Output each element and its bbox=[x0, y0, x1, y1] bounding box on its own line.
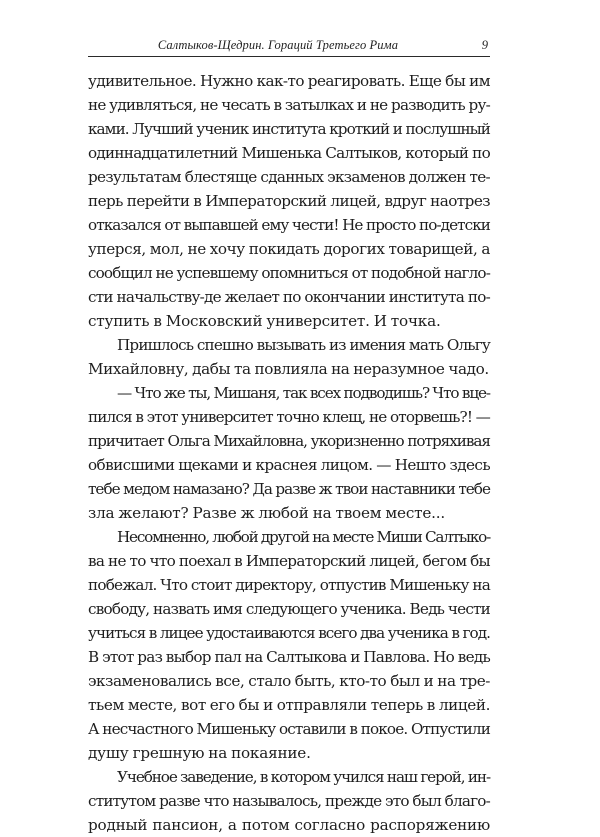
text-line: одиннадцатилетний Мишенька Салтыков, который по bbox=[88, 144, 490, 162]
running-header bbox=[88, 34, 490, 57]
text-line: не удивляться, не чесать в затылках и не разводить ру- bbox=[88, 96, 490, 114]
text-line: причитает Ольга Михайловна, укоризненно потряхивая bbox=[88, 432, 490, 450]
text-line: экзаменовались все, стало быть, кто-то был и на тре- bbox=[88, 672, 490, 690]
text-line: отказался от выпавшей ему чести! Не просто по-детски bbox=[88, 216, 490, 234]
paragraph bbox=[88, 69, 490, 333]
paragraph bbox=[88, 333, 490, 381]
text-line: удивительное. Нужно как-то реагировать. Еще бы им bbox=[88, 72, 490, 90]
text-line: тьем месте, вот его бы и отправляли теперь в лицей. bbox=[88, 696, 490, 714]
text-line: родный пансион, а потом согласно распоряжению bbox=[88, 816, 490, 834]
text-line: душу грешную на покаяние. bbox=[88, 744, 311, 762]
text-line: А несчастного Мишеньку оставили в покое. Отпустили bbox=[88, 720, 490, 738]
text-line: уперся, мол, не хочу покидать дорогих товарищей, а bbox=[88, 240, 490, 258]
page-number: 9 bbox=[481, 38, 488, 52]
body-text bbox=[88, 69, 490, 837]
text-line: перь перейти в Императорский лицей, вдруг наотрез bbox=[88, 192, 490, 210]
text-line: побежал. Что стоит директору, отпустив Мишеньку на bbox=[88, 576, 490, 594]
text-line: пился в этот университет точно клещ, не оторвешь?! — bbox=[88, 408, 490, 426]
text-line: Пришлось спешно вызывать из имения мать Ольгу bbox=[117, 336, 490, 354]
paragraph bbox=[88, 525, 490, 765]
text-line: ками. Лучший ученик института кроткий и послушный bbox=[88, 120, 490, 138]
text-line: — Что же ты, Мишаня, так всех подводишь? Что вце- bbox=[117, 384, 490, 402]
text-line: ститутом разве что называлось, прежде это был благо- bbox=[88, 792, 490, 810]
text-line: ва не то что поехал в Императорский лицей, бегом бы bbox=[88, 552, 490, 570]
text-line: зла желают? Разве ж любой на твоем месте... bbox=[88, 504, 446, 522]
paragraph bbox=[88, 765, 490, 837]
text-line: учиться в лицее удостаиваются всего два ученика в год. bbox=[88, 624, 490, 642]
text-line: обвисшими щеками и краснея лицом. — Нешто здесь bbox=[88, 456, 490, 474]
text-line: Учебное заведение, в котором учился наш герой, ин- bbox=[117, 768, 490, 786]
text-line: Михайловну, дабы та повлияла на неразумное чадо. bbox=[88, 360, 489, 378]
text-line: сти начальству-де желает по окончании института по- bbox=[88, 288, 490, 306]
text-line: сообщил не успевшему опомниться от подобной нагло- bbox=[88, 264, 490, 282]
text-line: результатам блестяще сданных экзаменов должен те- bbox=[88, 168, 490, 186]
dialogue-paragraph bbox=[88, 381, 490, 525]
running-title: Салтыков-Щедрин. Гораций Третьего Рима bbox=[157, 38, 399, 52]
text-line: Несомненно, любой другой на месте Миши Салтыко- bbox=[117, 528, 490, 546]
text-line: свободу, назвать имя следующего ученика. Ведь чести bbox=[88, 600, 490, 618]
text-line: тебе медом намазано? Да разве ж твои наставники тебе bbox=[88, 480, 490, 498]
text-line: ступить в Московский университет. И точка. bbox=[88, 312, 441, 330]
text-line: В этот раз выбор пал на Салтыкова и Павлова. Но ведь bbox=[88, 648, 490, 666]
